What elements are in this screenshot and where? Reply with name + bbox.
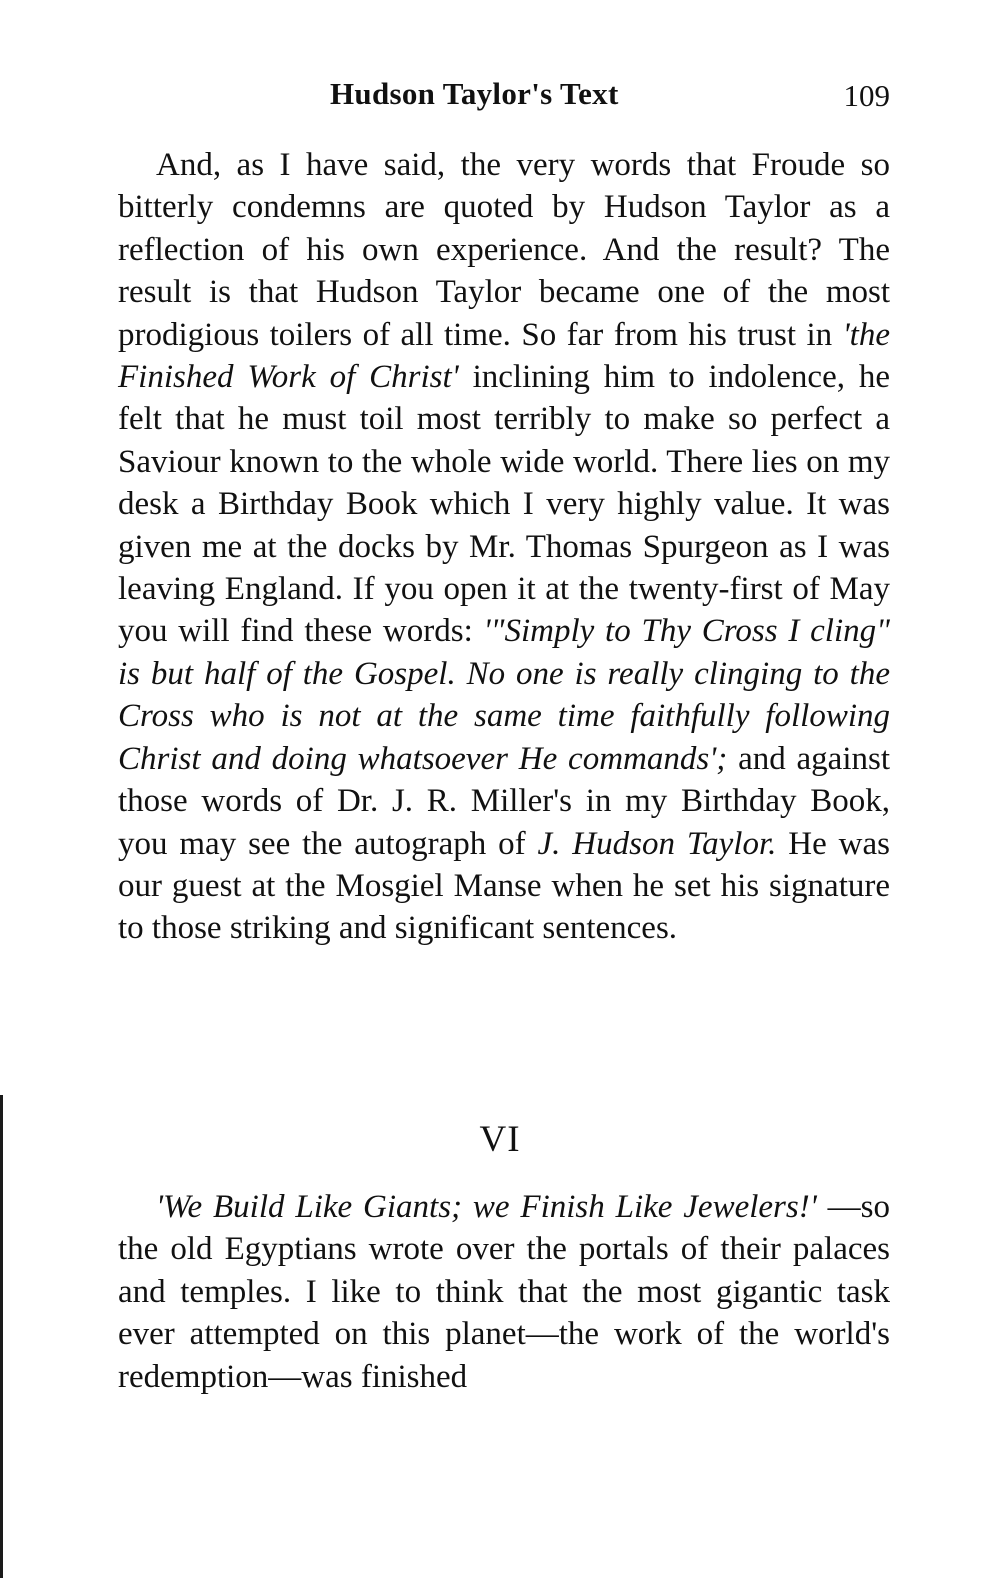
p1-italic-autograph: J. Hudson Taylor. [537, 825, 777, 862]
page-number: 109 [843, 78, 890, 113]
p2-italic-motto: 'We Build Like Giants; we Finish Like Jewelers!' [156, 1189, 817, 1225]
running-head: Hudson Taylor's Text [330, 76, 619, 111]
body-paragraph-2 [118, 1186, 890, 1398]
page-edge-line [0, 1095, 3, 1578]
body-paragraph-1 [118, 144, 890, 950]
page-header [118, 72, 890, 122]
p1-italic-quotation: '"Simply to Thy Cross I cling" is but half of the Gospel. No one is really clinging to the Cross who is not at the same time faithfully following Christ and doing whatsoever He commands'; [118, 613, 890, 777]
p1-text-c: inclining him to indolence, he felt that he must toil most terribly to make so perfect a Saviour known to the whole wide world. There lies on my desk a Birthday Book which I very highly value. It was given me at the docks by Mr. Thomas Spurgeon as I was leaving England. If you open it at the twenty-first of May you will find these words: [118, 359, 890, 650]
section-number: VI [479, 1119, 521, 1160]
p2-text-b: —so the old Egyptians wrote over the portals of their palaces and temples. I like to think that the most gigantic task ever attempted on this planet—the work of the world's redemption—was finished [118, 1189, 890, 1395]
p1-italic-finished-work: 'the Finished Work of Christ' [118, 316, 890, 396]
p1-text-a: And, as I have said, the very words that Froude so bitterly condemns are quoted by Hudson Taylor as a reflection of his own experience. And the result? The result is that Hudson Taylor became one of the most prodigious toilers of all time. So far from his trust in [118, 147, 890, 353]
p1-text-g: He was our guest at the Mosgiel Manse when he set his signature to those striking and significant sentences. [118, 825, 890, 947]
p1-text-e: and against those words of Dr. J. R. Miller's in my Birthday Book, you may see the autograph of [118, 740, 890, 862]
